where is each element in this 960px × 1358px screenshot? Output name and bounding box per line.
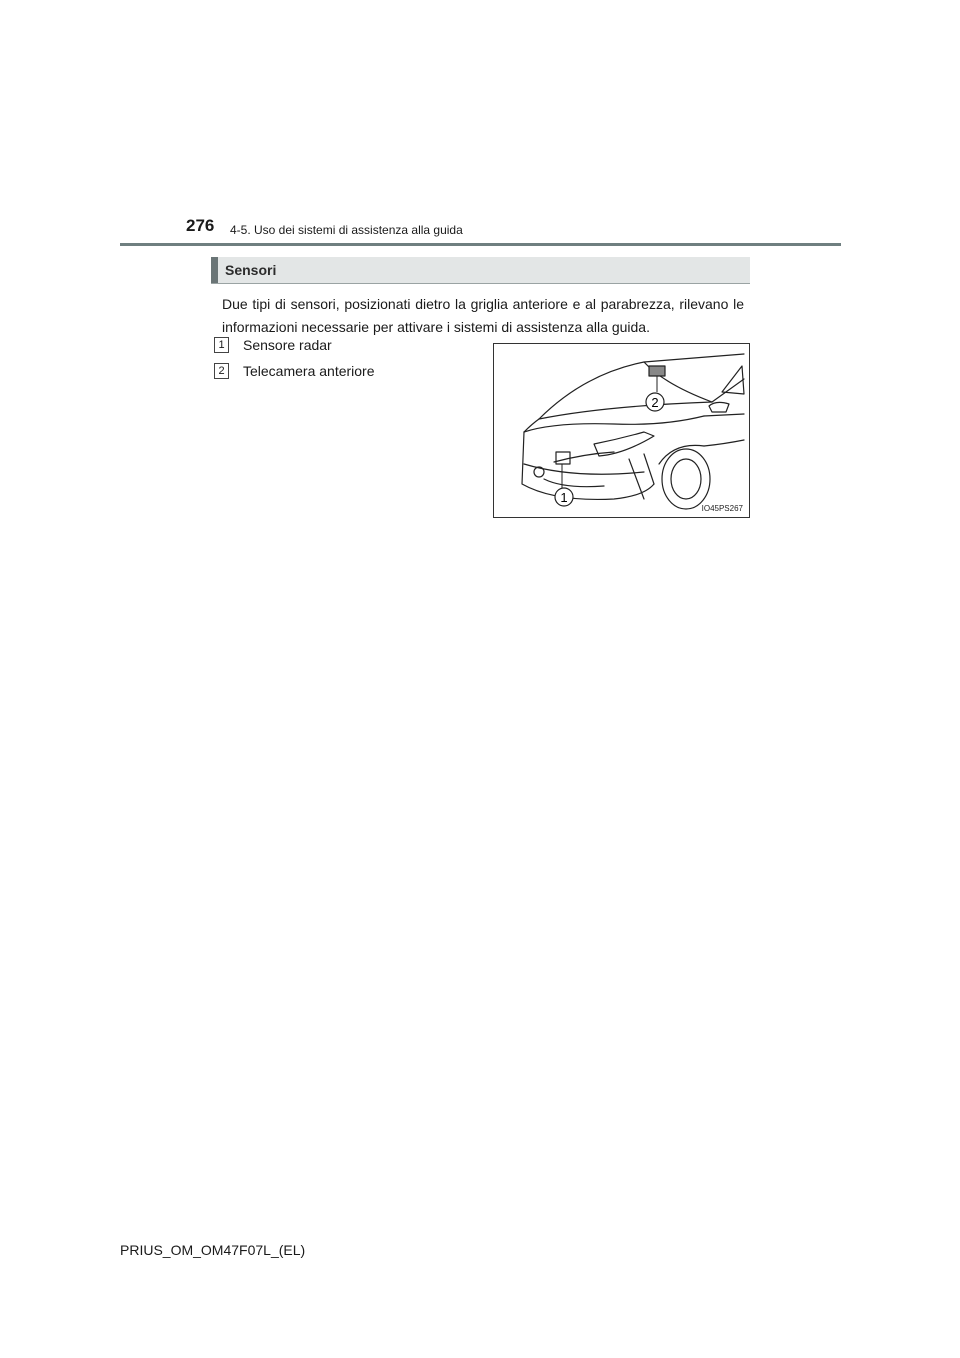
callout-1: 1 [560,490,568,505]
list-item [214,363,375,380]
heading-accent [211,257,218,283]
list-label-camera: Telecamera anteriore [243,363,375,379]
car-illustration [494,344,750,518]
list-item [214,337,332,354]
document-code: PRIUS_OM_OM47F07L_(EL) [120,1242,306,1258]
page-number: 276 [186,216,215,235]
figure-code: IO45PS267 [701,504,743,513]
car-figure [493,343,750,518]
intro-paragraph: Due tipi di sensori, posizionati dietro la griglia anteriore e al parabrezza, rilevano le informazioni necessarie per attivare i sistemi di assistenza alla guida. [222,296,744,335]
heading-bar [211,257,750,284]
heading-label: Sensori [225,262,277,278]
callout-2: 2 [651,395,659,410]
list-number-2: 2 [214,363,229,379]
list-number-1: 1 [214,337,229,353]
section-title: 4-5. Uso dei sistemi di assistenza alla guida [230,223,463,237]
list-label-radar: Sensore radar [243,337,332,353]
header-rule [120,243,841,246]
